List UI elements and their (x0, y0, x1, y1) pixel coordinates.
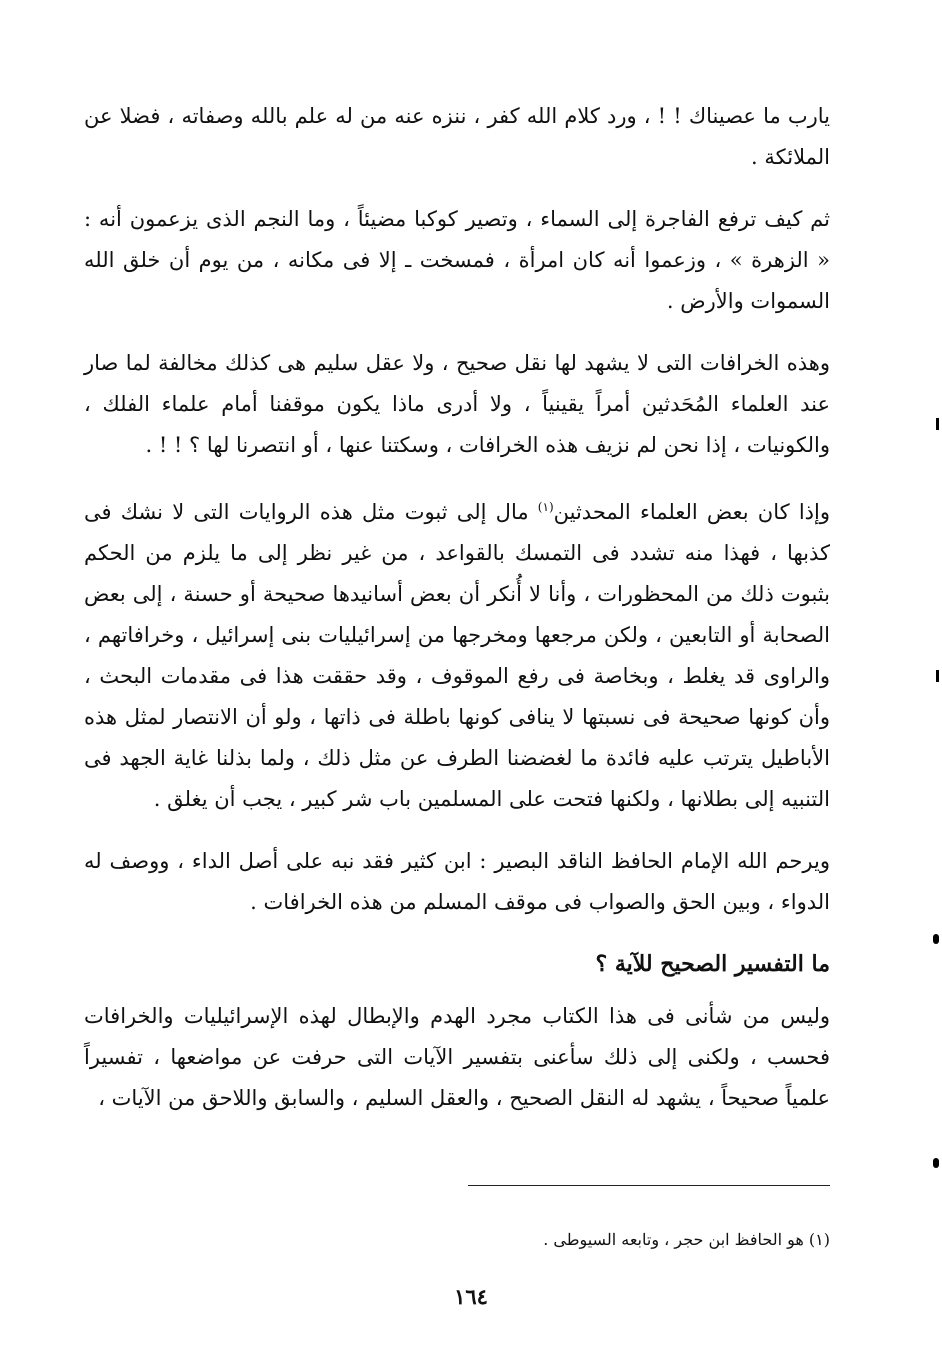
footnote: (١) هو الحافظ ابن حجر ، وتابعه السيوطى . (543, 1230, 830, 1249)
paragraph-3: وهذه الخرافات التى لا يشهد لها نقل صحيح ، ولا عقل سليم هى كذلك مخالفة لما صار عند العلماء المُحَدثين أمراً يقينياً ، ولا أدرى ماذا يكون موقفنا أمام علماء الفلك ، والكونيات ، إذا نحن لم نزيف هذه الخرافات ، وسكتنا عنها ، أو انتصرنا لها ؟ ! ! . (84, 351, 830, 457)
page-number: ١٦٤ (454, 1284, 488, 1309)
margin-mark (933, 934, 939, 944)
paragraph-4-start: وإذا كان بعض العلماء المحدثين (553, 500, 830, 524)
footnote-marker: (١) (537, 500, 554, 514)
margin-mark (933, 1158, 939, 1168)
paragraph-1: يارب ما عصيناك ! ! ، ورد كلام الله كفر ، ننزه عنه من له علم بالله وصفاته ، فضلا عن الملائكة . (84, 104, 830, 169)
paragraph-6: وليس من شأنى فى هذا الكتاب مجرد الهدم والإبطال لهذه الإسرائيليات والخرافات فحسب ، ولكنى إلى ذلك سأعنى بتفسير الآيات التى حرفت عن مواضعها ، تفسيراً علمياً صحيحاً ، يشهد له النقل الصحيح ، والعقل السليم ، والسابق واللاحق من الآيات ، (84, 1004, 830, 1110)
paragraph-4-rest: مال إلى ثبوت مثل هذه الروايات التى لا نشك فى كذبها ، فهذا منه تشدد فى التمسك بالقواعد ، من غير نظر إلى ما يلزم من الحكم بثبوت ذلك من المحظورات ، وأنا لا أُنكر أن بعض أسانيدها صحيحة أو حسنة ، إلى بعض الصحابة أو التابعين ، ولكن مرجعها ومخرجها من إسرائيليات بنى إسرائيل ، وخرافاتهم ، والراوى قد يغلط ، وبخاصة فى رفع الموقوف ، وقد حققت هذا فى مقدمات البحث ، وأن كونها صحيحة فى نسبتها لا ينافى كونها باطلة فى ذاتها ، ولو أن الانتصار لمثل هذه الأباطيل يترتب عليه فائدة ما لغضضنا الطرف عن مثل ذلك ، ولما بذلنا غاية الجهد فى التنبيه إلى بطلانها ، ولكنها فتحت على المسلمين باب شر كبير ، يجب أن يغلق . (84, 500, 830, 811)
margin-mark (936, 670, 939, 682)
paragraph-5: ويرحم الله الإمام الحافظ الناقد البصير : ابن كثير فقد نبه على أصل الداء ، ووصف له الدواء ، وبين الحق والصواب فى موقف المسلم من هذه الخرافات . (84, 849, 830, 914)
paragraph-2: ثم كيف ترفع الفاجرة إلى السماء ، وتصير كوكبا مضيئاً ، وما النجم الذى يزعمون أنه : « الزهرة » ، وزعموا أنه كان امرأة ، فمسخت ـ إلا فى مكانه ، من يوم أن خلق الله السموات والأرض . (84, 207, 830, 313)
page-body (84, 96, 830, 1140)
footnote-separator (468, 1185, 830, 1186)
paragraph-4 (84, 487, 830, 820)
margin-mark (936, 418, 939, 430)
section-heading: ما التفسير الصحيح للآية ؟ (595, 951, 830, 977)
